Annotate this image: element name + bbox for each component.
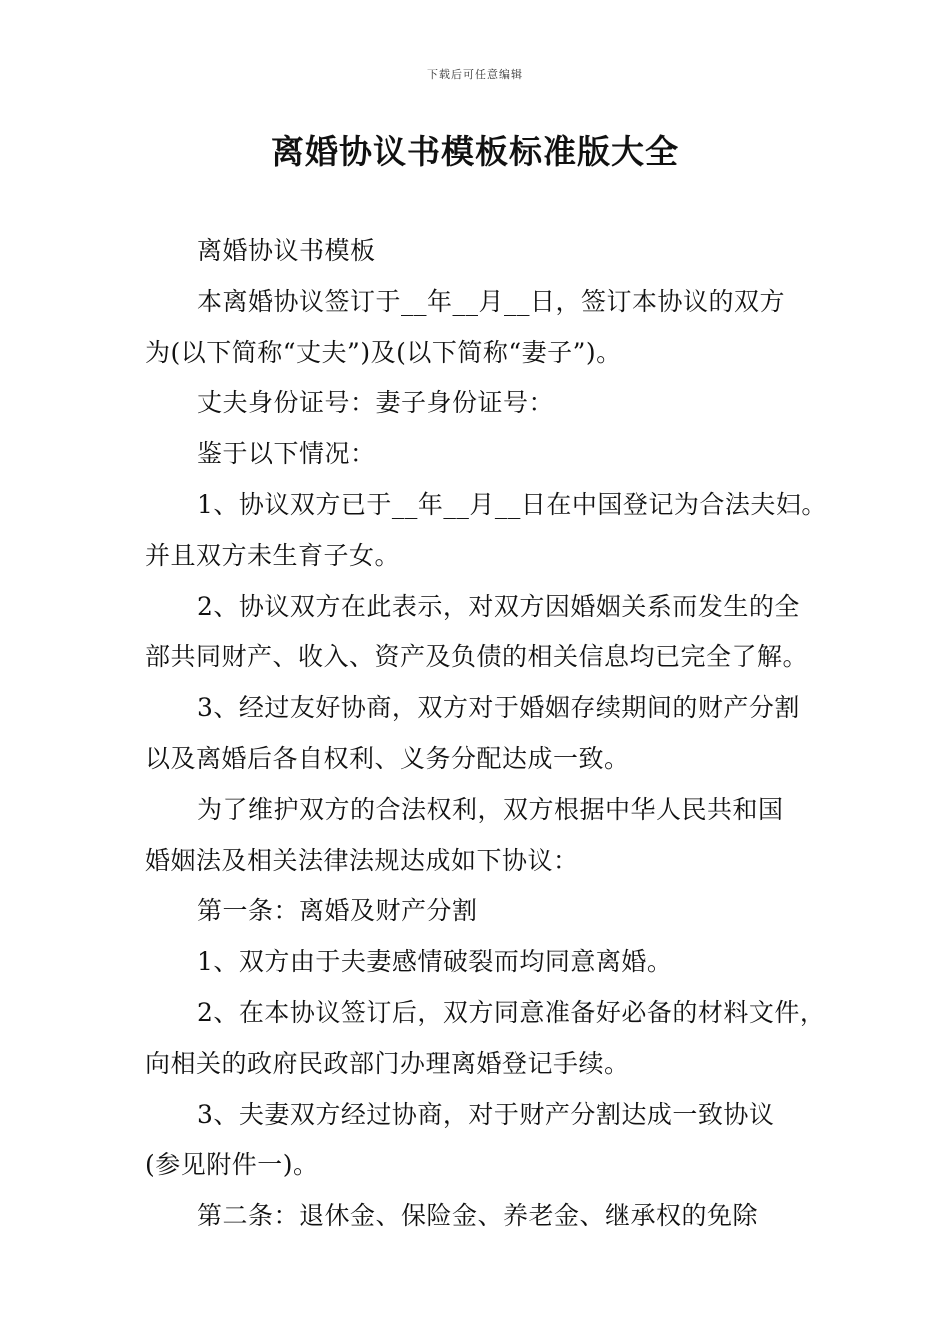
paragraph-line: 离婚协议书模板 <box>197 236 376 265</box>
article-1-clause-2 <box>145 988 825 1090</box>
paragraph-line: 为(以下简称“丈夫”)及(以下简称“妻子”)。 <box>145 337 622 367</box>
paragraph-line: 鉴于以下情况： <box>197 439 376 469</box>
paragraph-line: 并且双方未生育子女。 <box>145 540 401 570</box>
page-title: 离婚协议书模板标准版大全 <box>271 132 679 171</box>
header-note: 下载后可任意编辑 <box>427 68 523 81</box>
article-1-heading <box>145 886 825 937</box>
paragraph-line: 2、在本协议签订后，双方同意准备好必备的材料文件， <box>197 997 826 1027</box>
paragraph-line: 3、夫妻双方经过协商，对于财产分割达成一致协议 <box>197 1099 775 1129</box>
paragraph-whereas-3 <box>145 683 825 785</box>
paragraph-whereas <box>145 429 825 480</box>
paragraph-id-numbers <box>145 378 825 429</box>
paragraph-whereas-1 <box>145 480 825 582</box>
paragraph-heading <box>145 226 825 277</box>
paragraph-line: 第二条：退休金、保险金、养老金、继承权的免除 <box>197 1201 759 1231</box>
paragraph-line: (参见附件一)。 <box>145 1150 319 1180</box>
paragraph-line: 以及离婚后各自权利、义务分配达成一致。 <box>145 743 630 773</box>
paragraph-line: 部共同财产、收入、资产及负债的相关信息均已完全了解。 <box>145 642 809 672</box>
paragraph-line: 3、经过友好协商，双方对于婚姻存续期间的财产分割 <box>197 693 800 723</box>
paragraph-line: 1、双方由于夫妻感情破裂而均同意离婚。 <box>197 947 673 977</box>
article-1-clause-1 <box>145 937 825 988</box>
paragraph-line: 2、协议双方在此表示，对双方因婚姻关系而发生的全 <box>197 591 800 621</box>
document-body <box>145 226 825 1242</box>
paragraph-line: 本离婚协议签订于__年__月__日，签订本协议的双方 <box>197 286 786 316</box>
paragraph-line: 为了维护双方的合法权利，双方根据中华人民共和国 <box>197 794 784 824</box>
paragraph-signing <box>145 277 825 379</box>
article-1-clause-3 <box>145 1090 825 1192</box>
paragraph-line: 丈夫身份证号：妻子身份证号： <box>197 388 555 418</box>
paragraph-purpose <box>145 785 825 887</box>
paragraph-line: 第一条：离婚及财产分割 <box>197 896 478 926</box>
paragraph-line: 婚姻法及相关法律法规达成如下协议： <box>145 845 579 875</box>
paragraph-line: 向相关的政府民政部门办理离婚登记手续。 <box>145 1048 630 1078</box>
article-2-heading <box>145 1191 825 1242</box>
paragraph-line: 1、协议双方已于__年__月__日在中国登记为合法夫妇。 <box>197 489 827 519</box>
paragraph-whereas-2 <box>145 582 825 684</box>
